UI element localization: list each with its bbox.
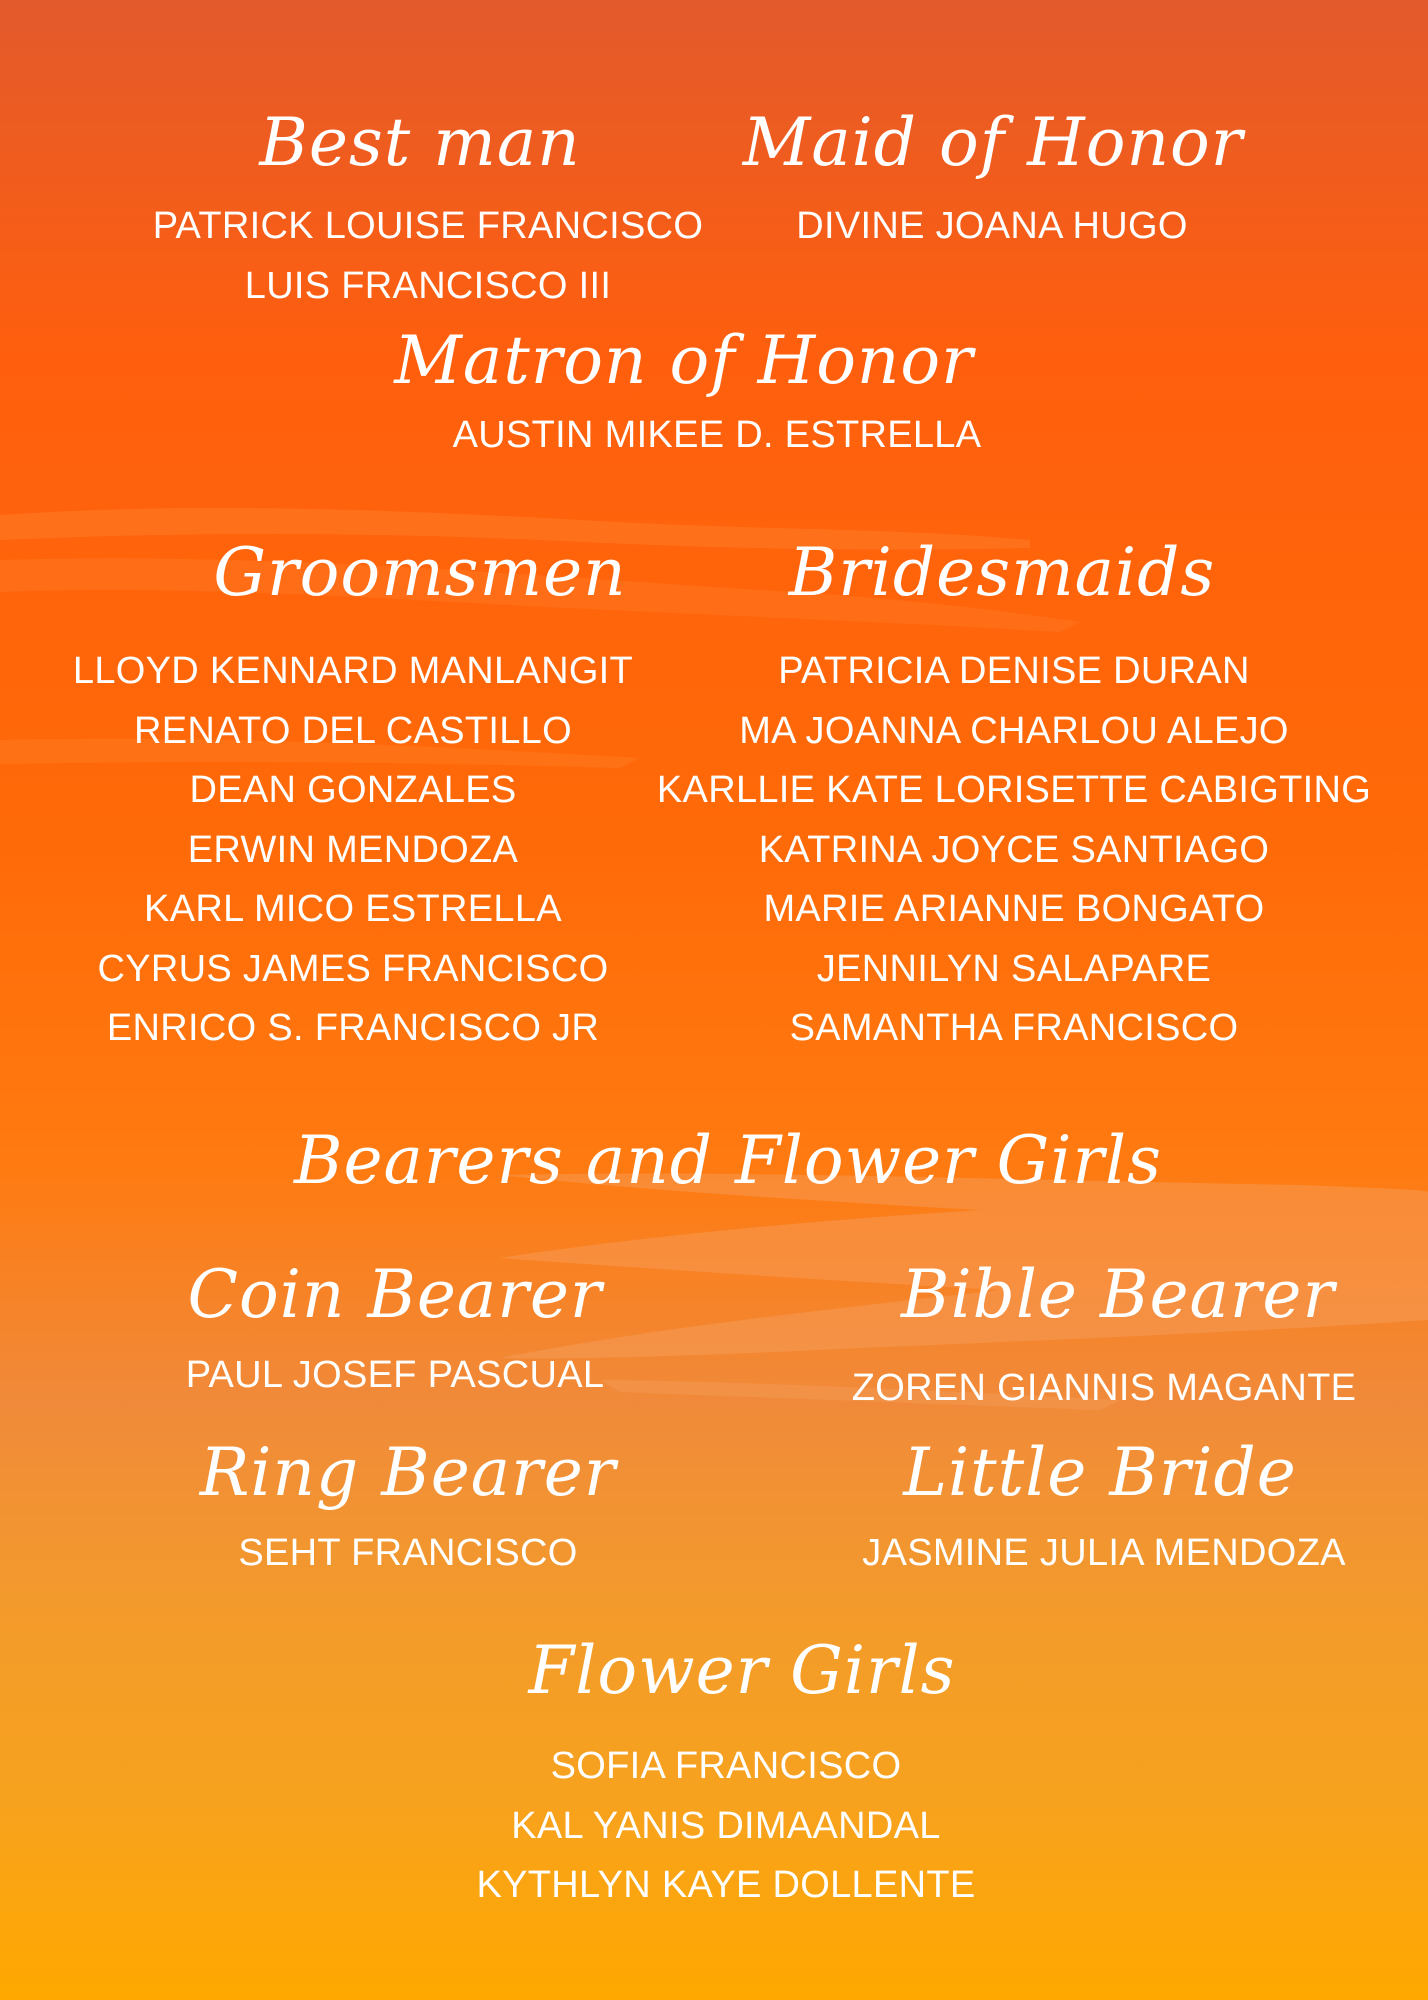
bearers-heading: Bearers and Flower Girls — [293, 1122, 1163, 1199]
groomsmen-title: Groomsmen — [213, 534, 627, 611]
bible-bearer-name: ZOREN GIANNIS MAGANTE — [851, 1367, 1357, 1409]
maid-of-honor-names — [796, 197, 1188, 257]
groomsman-name: CYRUS JAMES FRANCISCO — [97, 947, 609, 990]
flower-girl-name: KYTHLYN KAYE DOLLENTE — [476, 1864, 976, 1906]
groomsman-name: LLOYD KENNARD MANLANGIT — [72, 650, 634, 692]
bible-bearer-title: Bible Bearer — [900, 1256, 1336, 1333]
little-bride-name: JASMINE JULIA MENDOZA — [862, 1532, 1346, 1574]
bridesmaid-name: KARLLIE KATE LORISETTE CABIGTING — [656, 769, 1372, 811]
flower-girl-name: KAL YANIS DIMAANDAL — [511, 1804, 941, 1847]
groomsman-name: KARL MICO ESTRELLA — [144, 888, 562, 930]
little-bride-title: Little Bride — [903, 1434, 1297, 1511]
groomsmen-names — [73, 642, 633, 1059]
bridesmaids-title: Bridesmaids — [788, 534, 1216, 611]
best-man-names — [153, 197, 704, 316]
maid-of-honor-title: Maid of Honor — [742, 104, 1244, 181]
bridesmaid-name: PATRICIA DENISE DURAN — [778, 650, 1250, 692]
flower-girls-title: Flower Girls — [528, 1632, 956, 1709]
coin-bearer-title: Coin Bearer — [187, 1256, 603, 1333]
best-man-name: LUIS FRANCISCO III — [244, 264, 612, 307]
flower-girls-names — [476, 1737, 975, 1916]
matron-of-honor-title: Matron of Honor — [394, 322, 974, 399]
groomsman-name: ERWIN MENDOZA — [187, 828, 519, 871]
bridesmaid-name: SAMANTHA FRANCISCO — [789, 1007, 1239, 1049]
little-bride-names — [862, 1524, 1346, 1584]
groomsman-name: ENRICO S. FRANCISCO JR — [106, 1007, 600, 1049]
ring-bearer-names — [238, 1524, 577, 1584]
best-man-name: PATRICK LOUISE FRANCISCO — [152, 205, 704, 247]
bible-bearer-names — [852, 1359, 1357, 1419]
flower-girl-name: SOFIA FRANCISCO — [550, 1745, 902, 1787]
maid-of-honor-name: DIVINE JOANA HUGO — [796, 205, 1188, 247]
matron-of-honor-names — [453, 406, 982, 466]
ring-bearer-title: Ring Bearer — [199, 1434, 617, 1511]
bridesmaids-names — [657, 642, 1371, 1059]
coin-bearer-names — [186, 1346, 605, 1406]
bridesmaid-name: KATRINA JOYCE SANTIAGO — [758, 828, 1270, 871]
bridesmaid-name: MARIE ARIANNE BONGATO — [763, 888, 1265, 930]
bridesmaid-name: MA JOANNA CHARLOU ALEJO — [739, 709, 1289, 752]
matron-of-honor-name: AUSTIN MIKEE D. ESTRELLA — [452, 414, 982, 456]
bridesmaid-name: JENNILYN SALAPARE — [816, 947, 1212, 990]
ring-bearer-name: SEHT FRANCISCO — [238, 1532, 578, 1574]
groomsman-name: DEAN GONZALES — [189, 769, 517, 811]
best-man-title: Best man — [259, 104, 581, 181]
coin-bearer-name: PAUL JOSEF PASCUAL — [185, 1354, 605, 1396]
groomsman-name: RENATO DEL CASTILLO — [134, 709, 572, 752]
